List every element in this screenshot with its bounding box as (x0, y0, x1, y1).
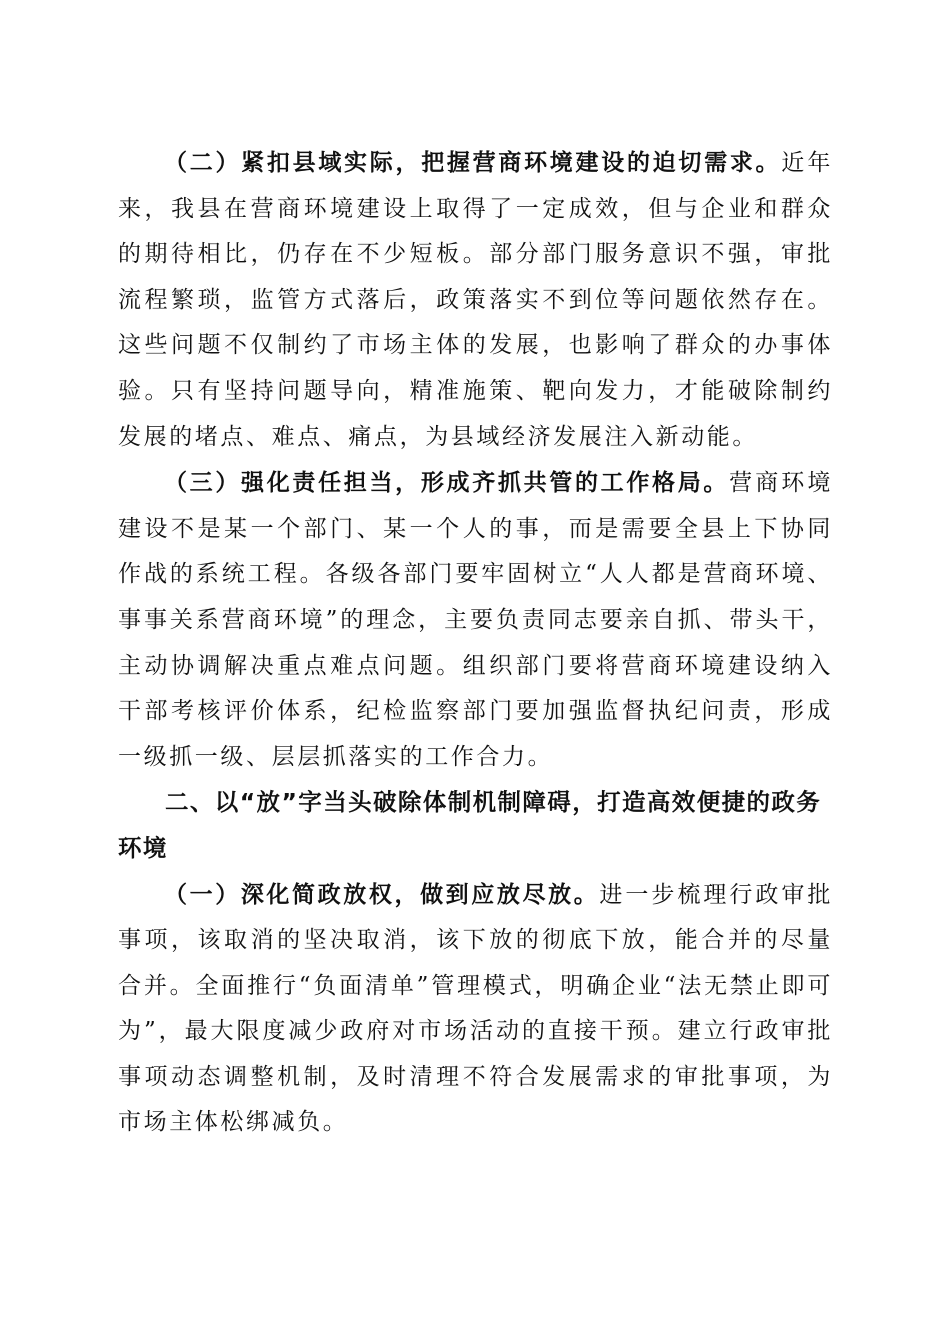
paragraph-3 (118, 460, 833, 780)
section-heading: 二、以“放”字当头破除体制机制障碍，打造高效便捷的政务环境 (118, 788, 822, 862)
paragraph-lead: （三）强化责任担当，形成齐抓共管的工作格局。 (164, 469, 730, 497)
paragraph-sub-1 (118, 872, 833, 1147)
paragraph-body: 近年来，我县在营商环境建设上取得了一定成效，但与企业和群众的期待相比，仍存在不少短板。部分部门服务意识不强，审批流程繁琐，监管方式落后，政策落实不到位等问题依然存在。这些问题不仅制约了市场主体的发展，也影响了群众的办事体验。只有坚持问题导向，精准施策、靶向发力，才能破除制约发展的堵点、难点、痛点，为县域经济发展注入新动能。 (118, 150, 833, 450)
paragraph-lead: （一）深化简政放权，做到应放尽放。 (164, 880, 600, 908)
paragraph-lead: （二）紧扣县域实际，把握营商环境建设的迫切需求。 (164, 149, 782, 176)
paragraph-2 (118, 140, 833, 460)
paragraph-body: 营商环境建设不是某一个部门、某一个人的事，而是需要全县上下协同作战的系统工程。各级各部门要牢固树立“人人都是营商环境、事事关系营商环境”的理念，主要负责同志要亲自抓、带头干，主动协调解决重点难点问题。组织部门要将营商环境建设纳入干部考核评价体系，纪检监察部门要加强监督执纪问责，形成一级抓一级、层层抓落实的工作合力。 (118, 470, 833, 770)
paragraph-body: 进一步梳理行政审批事项，该取消的坚决取消，该下放的彻底下放，能合并的尽量合并。全面推行“负面清单”管理模式，明确企业“法无禁止即可为”，最大限度减少政府对市场活动的直接干预。建立行政审批事项动态调整机制，及时清理不符合发展需求的审批事项，为市场主体松绑减负。 (118, 881, 833, 1136)
document-page (118, 140, 833, 1146)
